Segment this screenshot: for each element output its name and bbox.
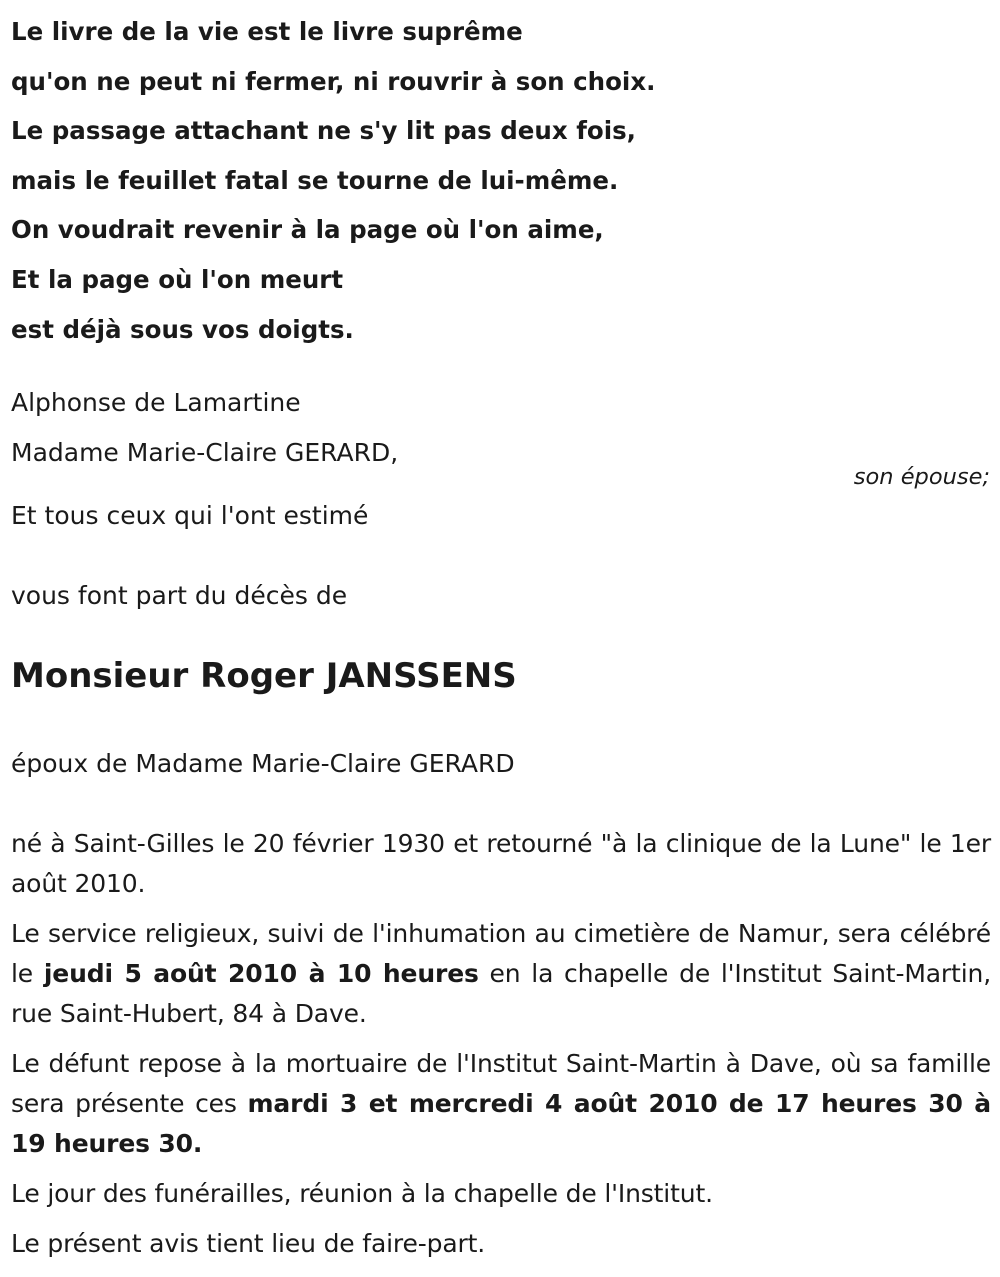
closing-paragraph: Le présent avis tient lieu de faire-part. bbox=[11, 1229, 486, 1258]
poem-line: On voudrait revenir à la page où l'on aime, bbox=[11, 215, 604, 245]
service-paragraph bbox=[11, 914, 991, 1034]
birth-death-paragraph: né à Saint-Gilles le 20 février 1930 et retourné "à la clinique de la Lune" le 1er août 2010. bbox=[11, 829, 991, 898]
poem-author: Alphonse de Lamartine bbox=[11, 388, 301, 417]
announcement-text: vous font part du décès de bbox=[11, 581, 348, 610]
family-member-name: Madame Marie-Claire GERARD, bbox=[11, 438, 399, 467]
poem-line: mais le feuillet fatal se tourne de lui-même. bbox=[11, 165, 619, 195]
poem-line: Et la page où l'on meurt bbox=[11, 264, 344, 294]
notice-body bbox=[11, 824, 991, 1274]
poem-line: qu'on ne peut ni fermer, ni rouvrir à son choix. bbox=[11, 66, 656, 96]
deceased-name: Monsieur Roger JANSSENS bbox=[11, 656, 517, 696]
family-member-role: son épouse; bbox=[853, 464, 990, 490]
meeting-paragraph: Le jour des funérailles, réunion à la chapelle de l'Institut. bbox=[11, 1179, 713, 1208]
service-text: Le service religieux, suivi de l'inhumation au cimetière de Namur, sera célébré le bbox=[11, 919, 991, 988]
visitation-text: Le défunt repose à la mortuaire de l'Institut Saint-Martin à Dave, où sa famille sera présente ces bbox=[11, 1049, 991, 1118]
visitation-paragraph bbox=[11, 1044, 991, 1164]
obituary-notice bbox=[11, 0, 991, 1258]
family-others: Et tous ceux qui l'ont estimé bbox=[11, 501, 369, 530]
visitation-hours: mardi 3 et mercredi 4 août 2010 de 17 heures 30 à 19 heures 30. bbox=[11, 1089, 991, 1158]
service-date: jeudi 5 août 2010 à 10 heures bbox=[43, 959, 479, 988]
poem bbox=[11, 7, 991, 354]
poem-line: Le livre de la vie est le livre suprême bbox=[11, 17, 523, 46]
poem-line: est déjà sous vos doigts. bbox=[11, 314, 354, 344]
deceased-spouse-line: époux de Madame Marie-Claire GERARD bbox=[11, 749, 515, 778]
service-location: en la chapelle de l'Institut Saint-Martin, rue Saint-Hubert, 84 à Dave. bbox=[11, 959, 991, 1028]
poem-line: Le passage attachant ne s'y lit pas deux fois, bbox=[11, 116, 636, 146]
